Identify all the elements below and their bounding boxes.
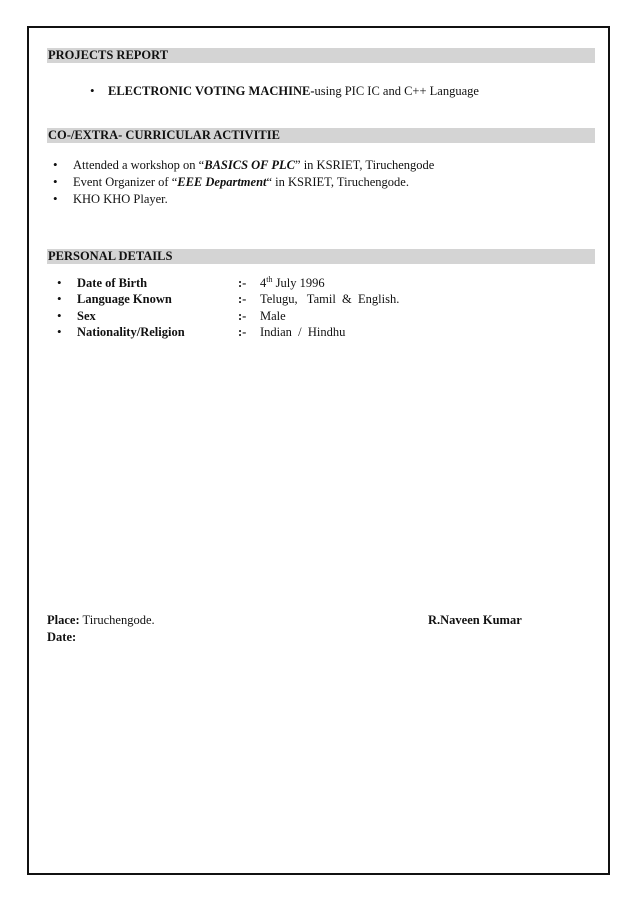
bullet-icon: • (53, 191, 58, 206)
activity-text: ” in KSRIET, Tiruchengode (295, 158, 435, 172)
bullet-icon: • (57, 291, 62, 306)
signature-name: R.Naveen Kumar (428, 613, 522, 627)
dob-suffix: th (266, 274, 273, 284)
detail-value-sex: Male (260, 309, 286, 323)
dob-day: 4 (260, 276, 267, 290)
project-item (108, 83, 479, 99)
activity-text: “ in KSRIET, Tiruchengode. (266, 175, 409, 189)
date-label: Date: (47, 630, 77, 644)
activity-text: Event Organizer of “ (73, 175, 178, 189)
place-label: Place: (47, 613, 80, 627)
detail-label-language: Language Known (77, 292, 172, 306)
dob-rest: July 1996 (272, 276, 325, 290)
bullet-icon: • (57, 308, 62, 323)
activity-emphasis: EEE Department (177, 175, 267, 189)
activity-text: KHO KHO Player. (73, 192, 168, 206)
activity-text: Attended a workshop on “ (73, 158, 205, 172)
activity-item (73, 174, 409, 190)
bullet-icon: • (57, 324, 62, 339)
place-value: Tiruchengode. (79, 613, 155, 627)
personal-section-header: PERSONAL DETAILS (47, 249, 595, 264)
detail-label-sex: Sex (77, 309, 96, 323)
bullet-icon: • (90, 83, 95, 98)
detail-value-nationality: Indian / Hindhu (260, 325, 346, 339)
bullet-icon: • (57, 275, 62, 290)
detail-value-dob (260, 275, 325, 291)
bullet-icon: • (53, 174, 58, 189)
bullet-icon: • (53, 157, 58, 172)
detail-separator: :- (238, 292, 247, 306)
place-line (47, 612, 155, 628)
detail-value-language: Telugu, Tamil & English. (260, 292, 400, 306)
page-border (27, 26, 610, 875)
activity-item (73, 191, 168, 207)
detail-separator: :- (238, 325, 247, 339)
activity-item (73, 157, 434, 173)
detail-label-dob: Date of Birth (77, 276, 148, 290)
detail-label-nationality: Nationality/Religion (77, 325, 185, 339)
detail-separator: :- (238, 309, 247, 323)
detail-separator: :- (238, 276, 247, 290)
project-description: using PIC IC and C++ Language (314, 84, 479, 98)
project-title: ELECTRONIC VOTING MACHINE- (108, 84, 315, 98)
projects-section-header: PROJECTS REPORT (47, 48, 595, 63)
activities-section-header: CO-/EXTRA- CURRICULAR ACTIVITIE (47, 128, 595, 143)
activity-emphasis: BASICS OF PLC (204, 158, 296, 172)
